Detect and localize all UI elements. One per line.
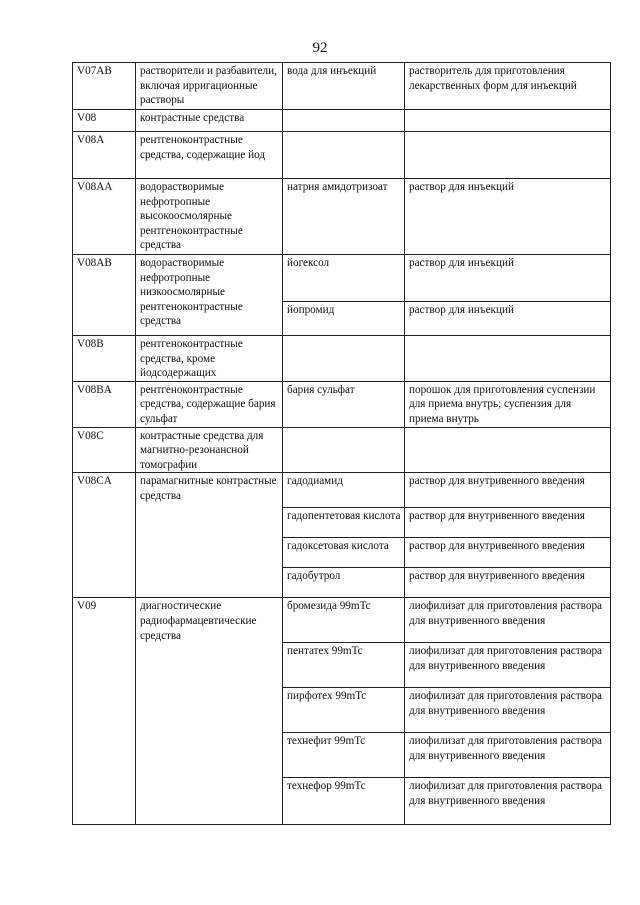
drug-name-cell: гадобутрол: [283, 568, 405, 598]
atc-code-cell: V08A: [73, 132, 136, 179]
table-row: [73, 381, 611, 427]
group-name-cell: растворители и разбавители, включая ирригационные растворы: [136, 63, 283, 110]
dosage-form-cell: лиофилизат для приготовления раствора для внутривенного введения: [405, 733, 611, 778]
atc-code-cell: V08C: [73, 427, 136, 473]
drug-name-cell: бромезида 99mTc: [283, 598, 405, 643]
dosage-form-cell: раствор для внутривенного введения: [405, 508, 611, 538]
drug-name-cell: [283, 110, 405, 132]
dosage-form-cell: раствор для инъекций: [405, 179, 611, 255]
group-name-cell: контрастные средства: [136, 110, 283, 132]
drug-name-cell: [283, 336, 405, 382]
dosage-form-cell: порошок для приготовления суспензии для приема внутрь; суспензия для приема внутрь: [405, 381, 611, 427]
dosage-form-cell: раствор для внутривенного введения: [405, 568, 611, 598]
drug-name-cell: технефит 99mTc: [283, 733, 405, 778]
dosage-form-cell: [405, 110, 611, 132]
dosage-form-cell: раствор для внутривенного введения: [405, 473, 611, 508]
dosage-form-cell: растворитель для приготовления лекарственных форм для инъекций: [405, 63, 611, 110]
table-row: [73, 336, 611, 382]
group-name-cell: парамагнитные контрастные средства: [136, 473, 283, 598]
dosage-form-cell: лиофилизат для приготовления раствора для внутривенного введения: [405, 688, 611, 733]
atc-code-cell: V08CA: [73, 473, 136, 598]
drug-name-cell: йопромид: [283, 302, 405, 336]
drug-name-cell: [283, 132, 405, 179]
dosage-form-cell: лиофилизат для приготовления раствора для внутривенного введения: [405, 643, 611, 688]
atc-code-cell: V08AA: [73, 179, 136, 255]
table-row: [73, 255, 611, 302]
table-row: [73, 63, 611, 110]
group-name-cell: рентгеноконтрастные средства, содержащие бария сульфат: [136, 381, 283, 427]
drug-name-cell: гадоксетовая кислота: [283, 538, 405, 568]
group-name-cell: рентгеноконтрастные средства, кроме йодсодержащих: [136, 336, 283, 382]
drug-name-cell: пентатех 99mTc: [283, 643, 405, 688]
drug-classification-table: [72, 62, 611, 825]
drug-name-cell: бария сульфат: [283, 381, 405, 427]
atc-code-cell: V08BA: [73, 381, 136, 427]
table-row: [73, 473, 611, 508]
table-row: [73, 179, 611, 255]
atc-code-cell: V08: [73, 110, 136, 132]
table-row: [73, 427, 611, 473]
atc-code-cell: V09: [73, 598, 136, 825]
atc-code-cell: V08AB: [73, 255, 136, 336]
atc-code-cell: V07AB: [73, 63, 136, 110]
drug-name-cell: пирфотех 99mTc: [283, 688, 405, 733]
drug-name-cell: технефор 99mTc: [283, 778, 405, 825]
group-name-cell: водорастворимые нефротропные высокоосмолярные рентгеноконтрастные средства: [136, 179, 283, 255]
drug-name-cell: гадопентетовая кислота: [283, 508, 405, 538]
page-number: 92: [312, 40, 328, 56]
dosage-form-cell: лиофилизат для приготовления раствора для внутривенного введения: [405, 598, 611, 643]
drug-name-cell: йогексол: [283, 255, 405, 302]
atc-code-cell: V08B: [73, 336, 136, 382]
dosage-form-cell: раствор для внутривенного введения: [405, 538, 611, 568]
drug-name-cell: натрия амидотризоат: [283, 179, 405, 255]
group-name-cell: водорастворимые нефротропные низкоосмолярные рентгеноконтрастные средства: [136, 255, 283, 336]
group-name-cell: диагностические радиофармацевтические средства: [136, 598, 283, 825]
table-row: [73, 598, 611, 643]
table-row: [73, 132, 611, 179]
group-name-cell: рентгеноконтрастные средства, содержащие йод: [136, 132, 283, 179]
drug-name-cell: [283, 427, 405, 473]
dosage-form-cell: [405, 132, 611, 179]
drug-name-cell: гадодиамид: [283, 473, 405, 508]
dosage-form-cell: [405, 427, 611, 473]
dosage-form-cell: лиофилизат для приготовления раствора для внутривенного введения: [405, 778, 611, 825]
table-row: [73, 110, 611, 132]
dosage-form-cell: раствор для инъекций: [405, 302, 611, 336]
dosage-form-cell: [405, 336, 611, 382]
drug-name-cell: вода для инъекций: [283, 63, 405, 110]
group-name-cell: контрастные средства для магнитно-резонансной томографии: [136, 427, 283, 473]
dosage-form-cell: раствор для инъекций: [405, 255, 611, 302]
